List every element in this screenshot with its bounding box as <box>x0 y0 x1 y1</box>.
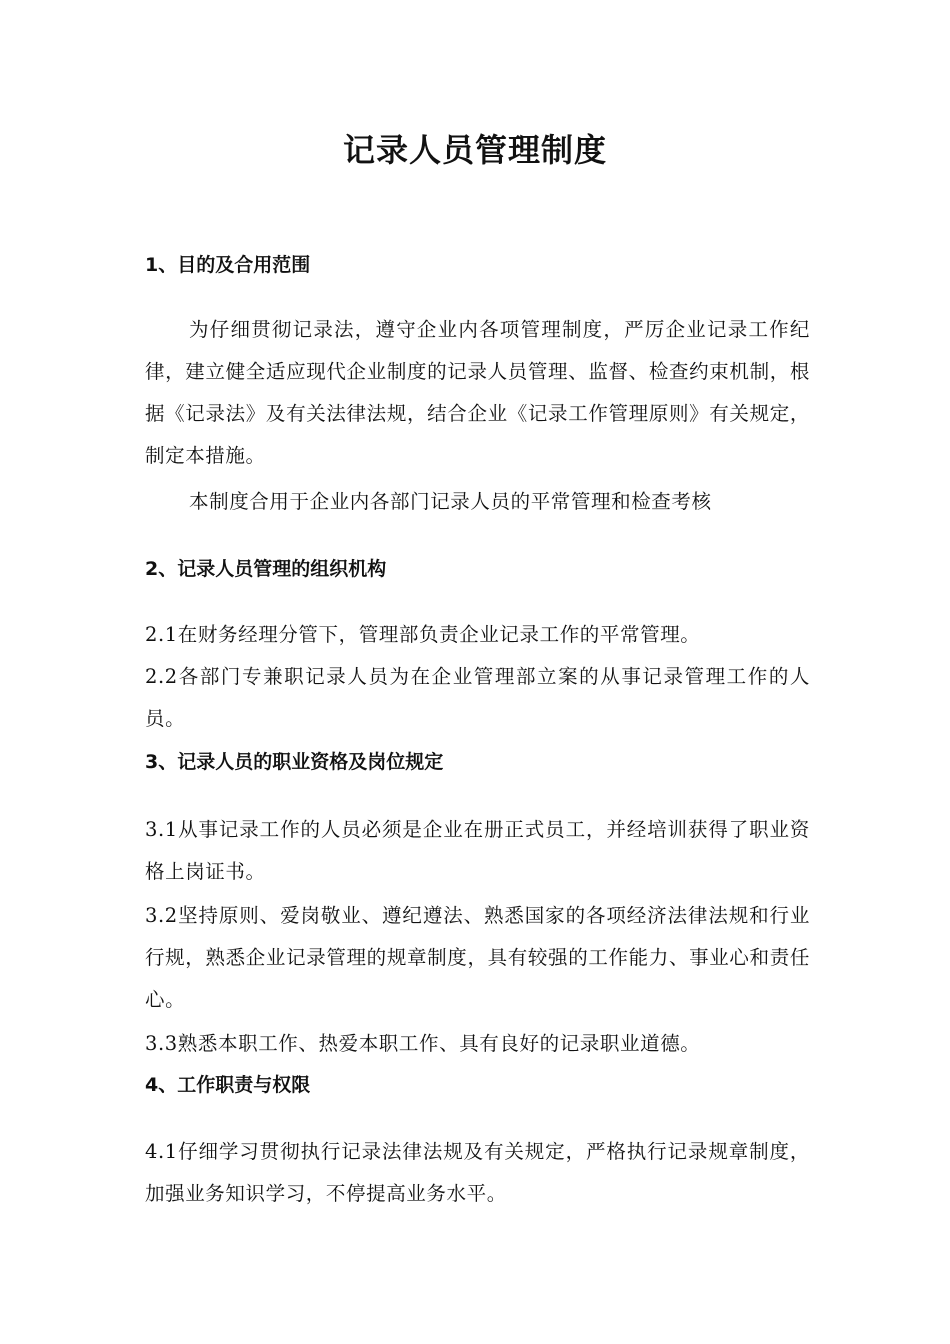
section-3-paragraph-1: 3.1从事记录工作的人员必须是企业在册正式员工，并经培训获得了职业资格上岗证书。 <box>145 818 810 883</box>
section-1-heading: 1、目的及合用范围 <box>145 254 311 276</box>
section-4-heading: 4、工作职责与权限 <box>145 1074 311 1096</box>
section-3-paragraph-2: 3.2坚持原则、爱岗敬业、遵纪遵法、熟悉国家的各项经济法律法规和行业行规，熟悉企业记录管理的规章制度，具有较强的工作能力、事业心和责任心。 <box>145 904 810 1011</box>
section-1-paragraph-2: 本制度合用于企业内各部门记录人员的平常管理和检查考核 <box>189 490 712 513</box>
section-2-paragraph-2: 2.2各部门专兼职记录人员为在企业管理部立案的从事记录管理工作的人员。 <box>145 665 810 730</box>
section-1-paragraph-1: 为仔细贯彻记录法，遵守企业内各项管理制度，严厉企业记录工作纪律，建立健全适应现代企业制度的记录人员管理、监督、检查约束机制，根据《记录法》及有关法律法规，结合企业《记录工作管理原则》有关规定，制定本措施。 <box>145 318 810 467</box>
section-3-heading: 3、记录人员的职业资格及岗位规定 <box>145 751 444 773</box>
section-2-paragraph-1: 2.1在财务经理分管下，管理部负责企业记录工作的平常管理。 <box>145 623 701 646</box>
section-2-heading: 2、记录人员管理的组织机构 <box>145 558 387 580</box>
document-title: 记录人员管理制度 <box>342 131 607 169</box>
section-3-paragraph-3: 3.3熟悉本职工作、热爱本职工作、具有良好的记录职业道德。 <box>145 1032 701 1055</box>
section-4-paragraph-1: 4.1仔细学习贯彻执行记录法律法规及有关规定，严格执行记录规章制度，加强业务知识学习，不停提高业务水平。 <box>145 1140 810 1205</box>
